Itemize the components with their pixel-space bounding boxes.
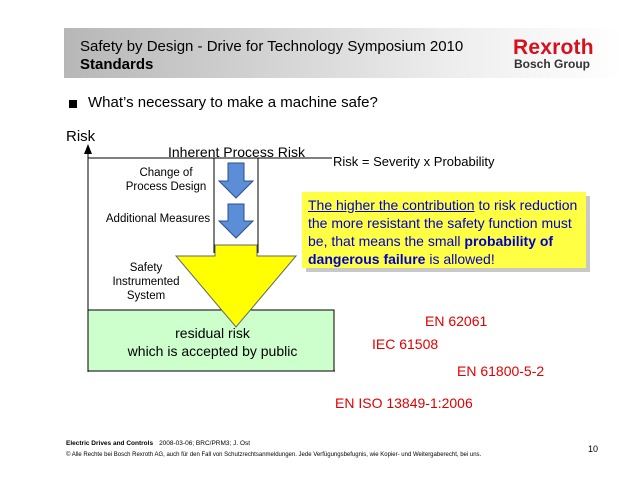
footer-rights: © Alle Rechte bei Bosch Rexroth AG, auch für den Fall von Schutzrechtsanmeldungen. Jede Verfügungsbefugnis, wie Kopier- und Weitergaberecht, bei uns. [66,452,482,458]
standard-en13849: EN ISO 13849-1:2006 [335,395,473,411]
residual-line-2: which is accepted by public [127,343,298,359]
residual-line-1: residual risk [175,325,250,341]
standard-en61800: EN 61800-5-2 [457,363,545,379]
callout-end: is allowed! [425,251,495,267]
y-axis-label: Risk [66,128,96,145]
change-arrow-icon [219,163,253,198]
page-number: 10 [588,444,599,454]
residual-risk-label [100,324,325,360]
measures-arrow-icon [219,204,253,238]
standard-en62061: EN 62061 [425,313,488,329]
callout-box [302,192,586,268]
callout-bold: probability of dangerous failure [308,233,554,267]
rexroth-logo: Rexroth [513,36,594,59]
footer-company: Electric Drives and Controls [66,440,154,447]
y-axis-arrow [84,144,92,154]
additional-measures-label: Additional Measures [105,213,211,225]
callout-text: to risk reduction the more resistant the safety function must be, that means the small [308,197,578,249]
footer-date-author: 2008-03-06; BRC/PRM3; J. Ost [159,440,251,447]
standard-iec61508: IEC 61508 [372,336,439,352]
change-design-label: Change of Process Design [125,167,207,193]
bullet-question: What’s necessary to make a machine safe? [88,94,378,111]
inherent-risk-label: Inherent Process Risk [168,144,305,160]
slide-title: Safety by Design - Drive for Technology Symposium 2010 [80,38,464,55]
bosch-group-logo: Bosch Group [514,57,591,71]
footer-meta [66,440,250,447]
callout-emphasis: The higher the contribution [308,197,475,213]
risk-formula-label: Risk = Severity x Probability [333,154,495,169]
slide-subtitle: Standards [80,56,154,73]
sis-label: Safety Instrumented System [112,262,180,302]
